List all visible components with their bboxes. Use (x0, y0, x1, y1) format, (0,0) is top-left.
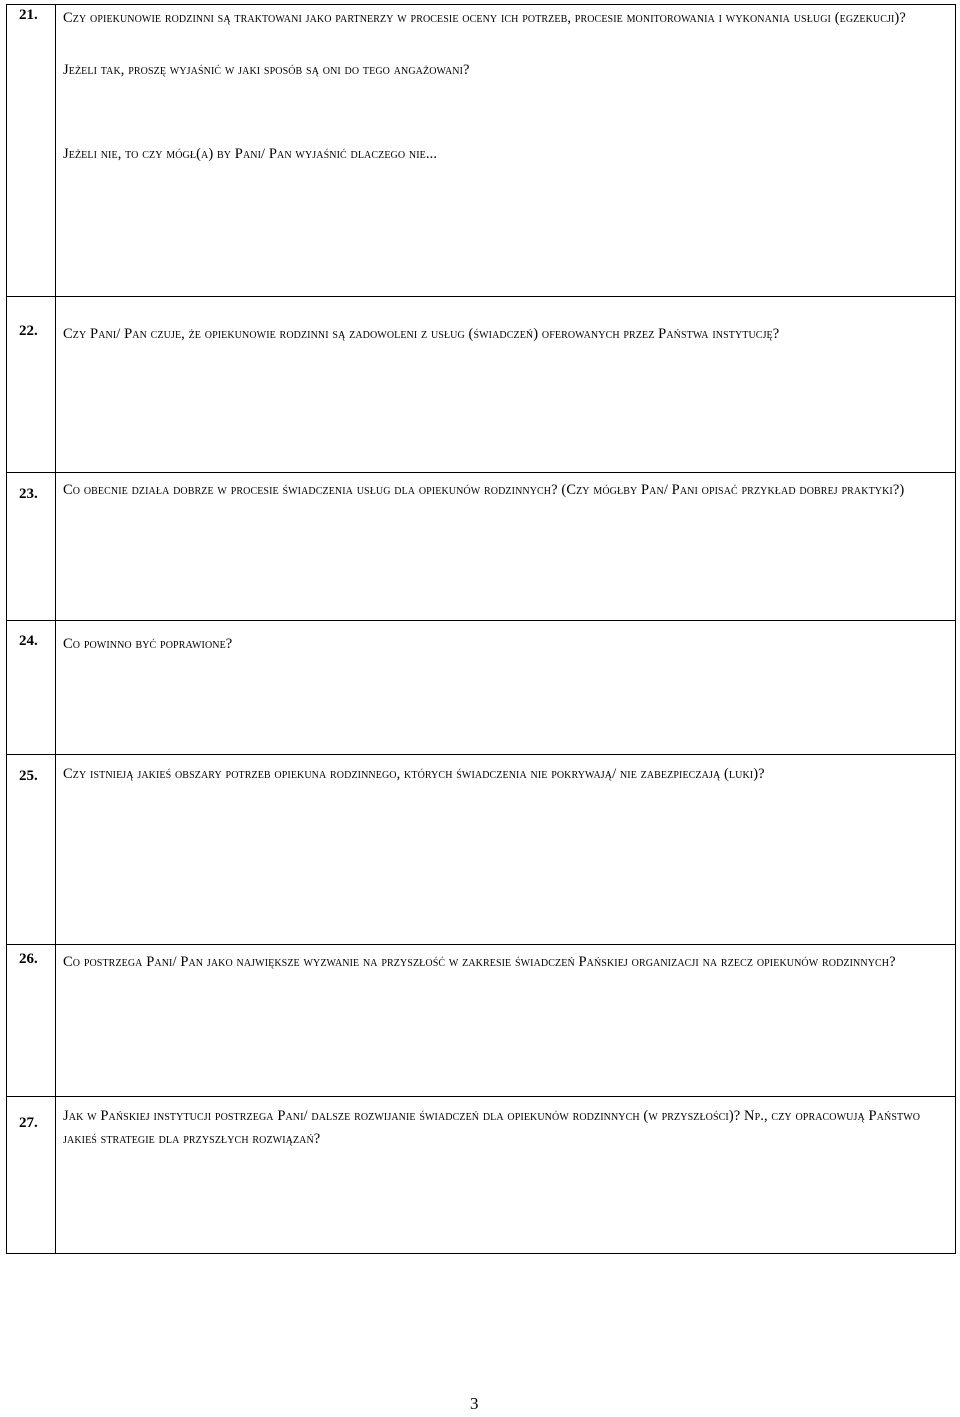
question-main: Czy opiekunowie rodzinni są traktowani jako partnerzy w procesie oceny ich potrzeb, procesie monitorowania i wykonania usługi (egzekucji)? (63, 10, 906, 26)
question-follow-up-yes: Jeżeli tak, proszę wyjaśnić w jaki sposób są oni do tego angażowani? (63, 62, 470, 78)
question-text: Co obecnie działa dobrze w procesie świadczenia usług dla opiekunów rodzinnych? (Czy mógłby Pan/ Pani opisać przykład dobrej praktyki?) (63, 482, 905, 498)
question-row-26 (7, 945, 955, 1097)
question-follow-up-no: Jeżeli nie, to czy mógł(a) by Pani/ Pan wyjaśnić dlaczego nie... (63, 146, 438, 162)
question-text (63, 7, 937, 166)
question-text: Co postrzega Pani/ Pan jako największe wyzwanie na przyszłość w zakresie świadczeń Pańskiej organizacji na rzecz opiekunów rodzinnych? (63, 954, 896, 970)
page-number: 3 (470, 1394, 479, 1413)
question-text: Czy Pani/ Pan czuje, że opiekunowie rodzinni są zadowoleni z usług (świadczeń) oferowanych przez Państwa instytucję? (63, 326, 780, 342)
question-number: 22. (19, 323, 38, 339)
question-number: 24. (19, 633, 38, 649)
question-number: 21. (19, 7, 38, 23)
questionnaire-table (6, 4, 956, 1254)
question-row-22 (7, 297, 955, 473)
question-number: 25. (19, 768, 38, 784)
question-number: 27. (19, 1115, 38, 1131)
question-text: Co powinno być poprawione? (63, 636, 233, 652)
question-row-25 (7, 755, 955, 945)
question-row-23 (7, 473, 955, 621)
question-number: 23. (19, 486, 38, 502)
question-row-24 (7, 621, 955, 755)
question-text: Jak w Pańskiej instytucji postrzega Pani/ dalsze rozwijanie świadczeń dla opiekunów rodzinnych (w przyszłości)? Np., czy opracowują Państwo jakieś strategie dla przyszłych rozwiązań? (63, 1108, 921, 1147)
question-row-27 (7, 1097, 955, 1255)
question-text: Czy istnieją jakieś obszary potrzeb opiekuna rodzinnego, których świadczenia nie pokrywają/ nie zabezpieczają (luki)? (63, 766, 765, 782)
question-row-21 (7, 5, 955, 297)
question-number: 26. (19, 951, 38, 967)
